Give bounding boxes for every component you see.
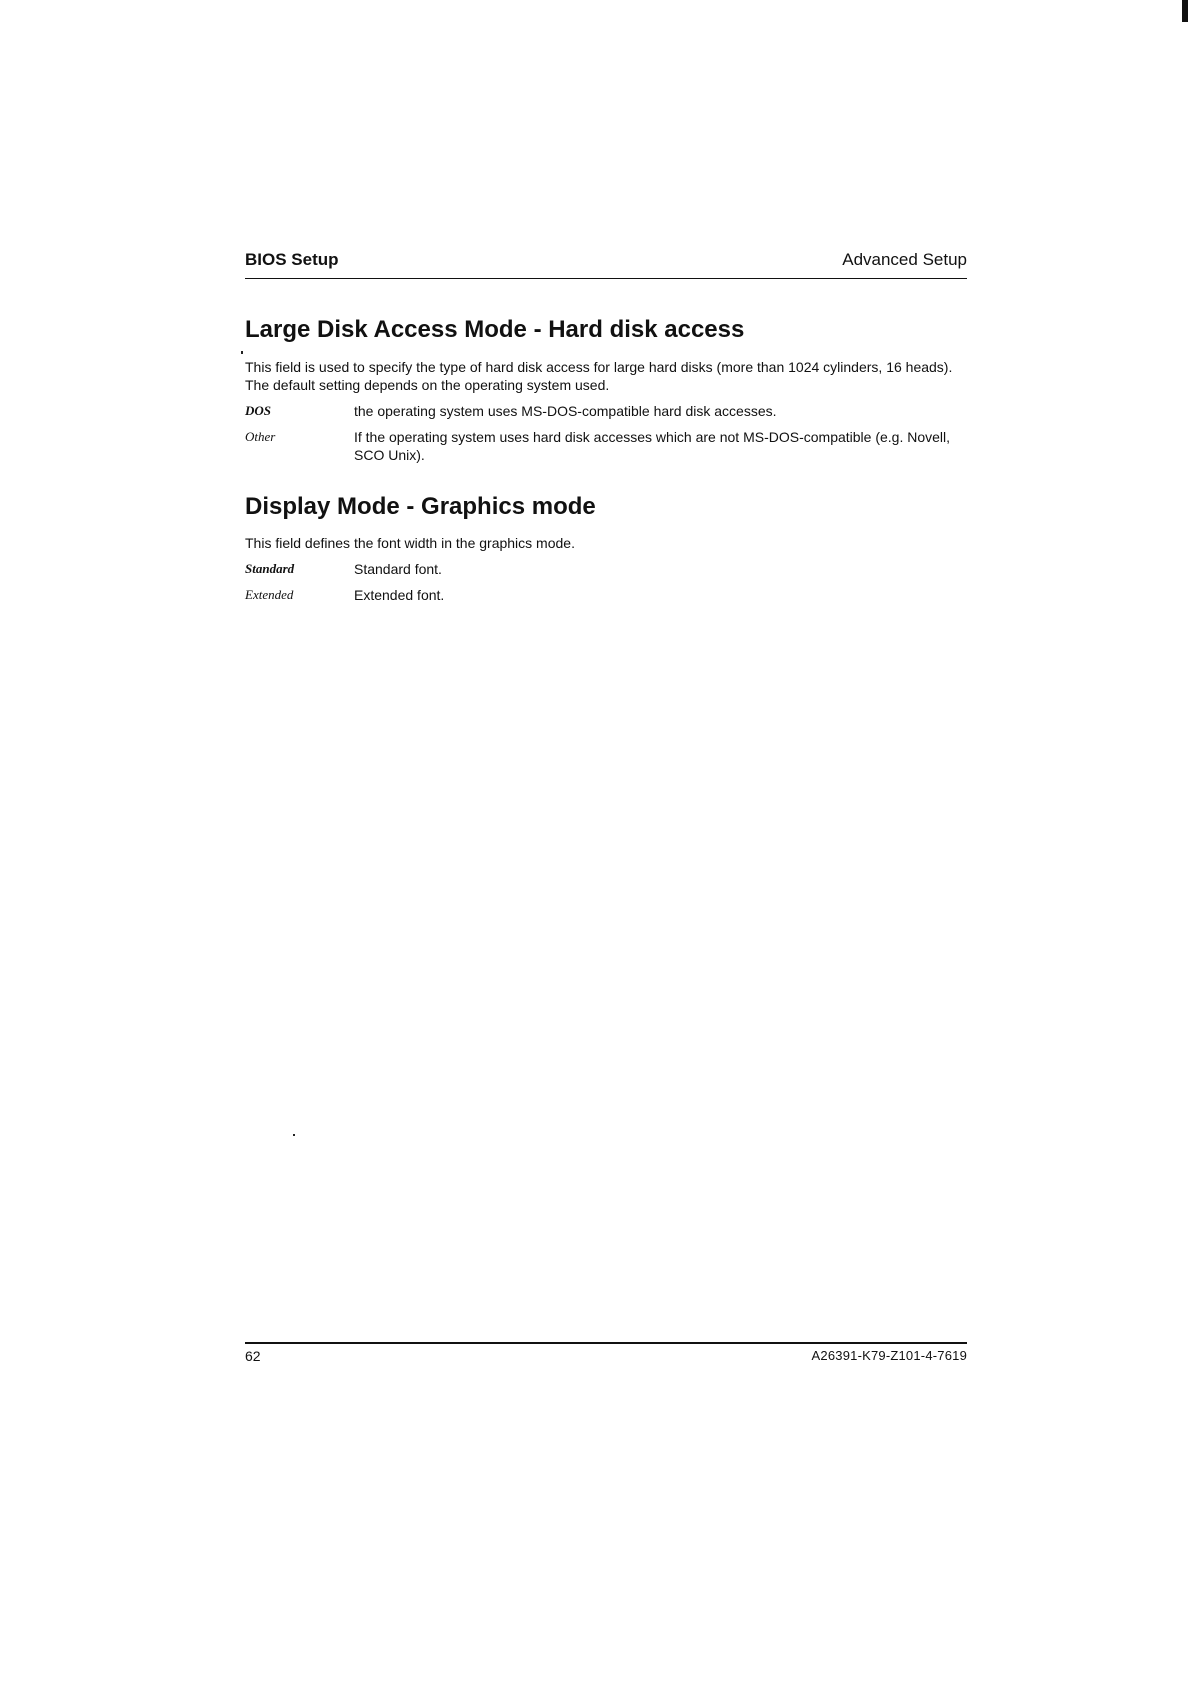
scan-speck <box>293 1134 295 1136</box>
option-description-dos: the operating system uses MS-DOS-compatible hard disk accesses. <box>354 403 777 419</box>
section-intro-large-disk-access: This field is used to specify the type of hard disk access for large hard disks (more than 1024 cylinders, 16 heads). The default setting depends on the operating system used. <box>245 359 953 393</box>
document-code: A26391-K79-Z101-4-7619 <box>811 1348 967 1363</box>
page-footer <box>245 1342 967 1366</box>
option-term-other: Other <box>245 429 276 444</box>
header-chapter-name: Advanced Setup <box>842 250 967 269</box>
option-description-extended: Extended font. <box>354 587 445 603</box>
section-title-display-mode: Display Mode - Graphics mode <box>245 493 596 520</box>
header-section-name: BIOS Setup <box>245 250 339 269</box>
option-term-dos: DOS <box>245 403 272 418</box>
option-description-other: If the operating system uses hard disk accesses which are not MS-DOS-compatible (e.g. Novell, SCO Unix). <box>354 429 951 463</box>
option-term-standard: Standard <box>245 561 295 576</box>
section-intro-display-mode: This field defines the font width in the graphics mode. <box>245 535 575 551</box>
section-title-large-disk-access: Large Disk Access Mode - Hard disk access <box>245 316 745 343</box>
option-description-standard: Standard font. <box>354 561 442 577</box>
page-number: 62 <box>245 1348 261 1364</box>
page-edge-mark <box>1182 0 1188 22</box>
scan-speck <box>241 351 243 354</box>
option-term-extended: Extended <box>245 587 294 602</box>
page-header <box>245 250 967 279</box>
